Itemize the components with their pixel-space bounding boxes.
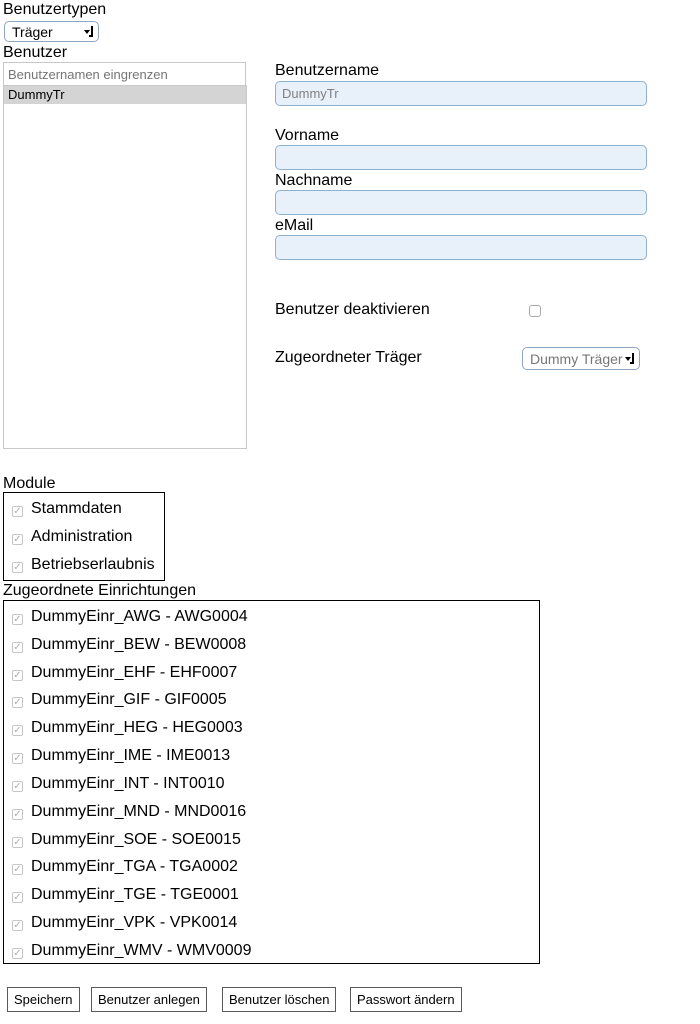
- email-field[interactable]: [275, 235, 647, 260]
- einrichtung-item[interactable]: ✓ DummyEinr_TGA - TGA0002: [13, 858, 238, 875]
- check-icon[interactable]: ✓: [13, 725, 22, 736]
- einrichtungen-checkbox-group: [3, 600, 540, 964]
- module-item-betriebserlaubnis[interactable]: ✓ Betriebserlaubnis: [13, 556, 155, 573]
- einrichtung-item[interactable]: ✓ DummyEinr_INT - INT0010: [13, 775, 225, 792]
- change-password-button[interactable]: Passwort ändern: [350, 987, 462, 1012]
- benutzer-filter-input[interactable]: [3, 62, 246, 86]
- einrichtung-item[interactable]: ✓ DummyEinr_TGE - TGE0001: [13, 886, 239, 903]
- benutzertypen-label: Benutzertypen: [3, 1, 107, 18]
- check-icon[interactable]: ✓: [13, 809, 22, 820]
- deactivate-checkbox[interactable]: [529, 305, 541, 317]
- check-icon[interactable]: ✓: [13, 920, 22, 931]
- einrichtung-item[interactable]: ✓ DummyEinr_MND - MND0016: [13, 803, 247, 820]
- traeger-select[interactable]: [522, 347, 640, 370]
- einrichtung-item[interactable]: ✓ DummyEinr_GIF - GIF0005: [13, 691, 227, 708]
- einrichtung-item[interactable]: ✓ DummyEinr_WMV - WMV0009: [13, 942, 252, 959]
- einrichtung-item[interactable]: ✓ DummyEinr_VPK - VPK0014: [13, 914, 238, 931]
- username-label: Benutzername: [275, 62, 380, 79]
- module-label: Module: [3, 475, 56, 492]
- check-icon[interactable]: ✓: [13, 753, 22, 764]
- benutzertyp-select[interactable]: [4, 21, 99, 42]
- check-icon[interactable]: ✓: [13, 864, 22, 875]
- check-icon[interactable]: ✓: [13, 697, 22, 708]
- benutzer-label: Benutzer: [3, 44, 68, 61]
- firstname-field[interactable]: [275, 145, 647, 170]
- deactivate-label: Benutzer deaktivieren: [275, 301, 430, 318]
- check-icon[interactable]: ✓: [13, 948, 22, 959]
- check-icon[interactable]: ✓: [13, 614, 22, 625]
- einrichtung-item[interactable]: ✓ DummyEinr_HEG - HEG0003: [13, 719, 243, 736]
- check-icon[interactable]: ✓: [13, 562, 22, 573]
- check-icon[interactable]: ✓: [13, 892, 22, 903]
- benutzertyp-selected-value: Träger: [12, 24, 53, 40]
- einrichtungen-label: Zugeordnete Einrichtungen: [3, 582, 197, 599]
- save-button[interactable]: Speichern: [7, 987, 80, 1012]
- firstname-label: Vorname: [275, 127, 340, 144]
- delete-user-button[interactable]: Benutzer löschen: [222, 987, 336, 1012]
- einrichtung-item[interactable]: ✓ DummyEinr_BEW - BEW0008: [13, 636, 247, 653]
- create-user-button[interactable]: Benutzer anlegen: [91, 987, 207, 1012]
- einrichtung-item[interactable]: ✓ DummyEinr_IME - IME0013: [13, 747, 231, 764]
- traeger-selected-value: Dummy Träger: [530, 351, 623, 367]
- module-item-stammdaten[interactable]: ✓ Stammdaten: [13, 500, 122, 517]
- check-icon[interactable]: ✓: [13, 642, 22, 653]
- lastname-field[interactable]: [275, 190, 647, 215]
- check-icon[interactable]: ✓: [13, 781, 22, 792]
- einrichtung-item[interactable]: ✓ DummyEinr_SOE - SOE0015: [13, 831, 241, 848]
- email-label: eMail: [275, 217, 314, 234]
- dropdown-arrow-icon: [630, 353, 634, 364]
- check-icon[interactable]: ✓: [13, 670, 22, 681]
- einrichtung-item[interactable]: ✓ DummyEinr_EHF - EHF0007: [13, 664, 238, 681]
- module-item-administration[interactable]: ✓ Administration: [13, 528, 133, 545]
- check-icon[interactable]: ✓: [13, 506, 22, 517]
- einrichtung-item[interactable]: ✓ DummyEinr_AWG - AWG0004: [13, 608, 248, 625]
- lastname-label: Nachname: [275, 172, 353, 189]
- username-field[interactable]: [275, 81, 647, 106]
- traeger-label: Zugeordneter Träger: [275, 349, 422, 366]
- check-icon[interactable]: ✓: [13, 534, 22, 545]
- check-icon[interactable]: ✓: [13, 837, 22, 848]
- dropdown-arrow-icon: [89, 26, 93, 37]
- module-checkbox-group: [3, 492, 165, 581]
- benutzer-listbox[interactable]: [3, 85, 247, 449]
- benutzer-list-item[interactable]: DummyTr: [4, 86, 246, 104]
